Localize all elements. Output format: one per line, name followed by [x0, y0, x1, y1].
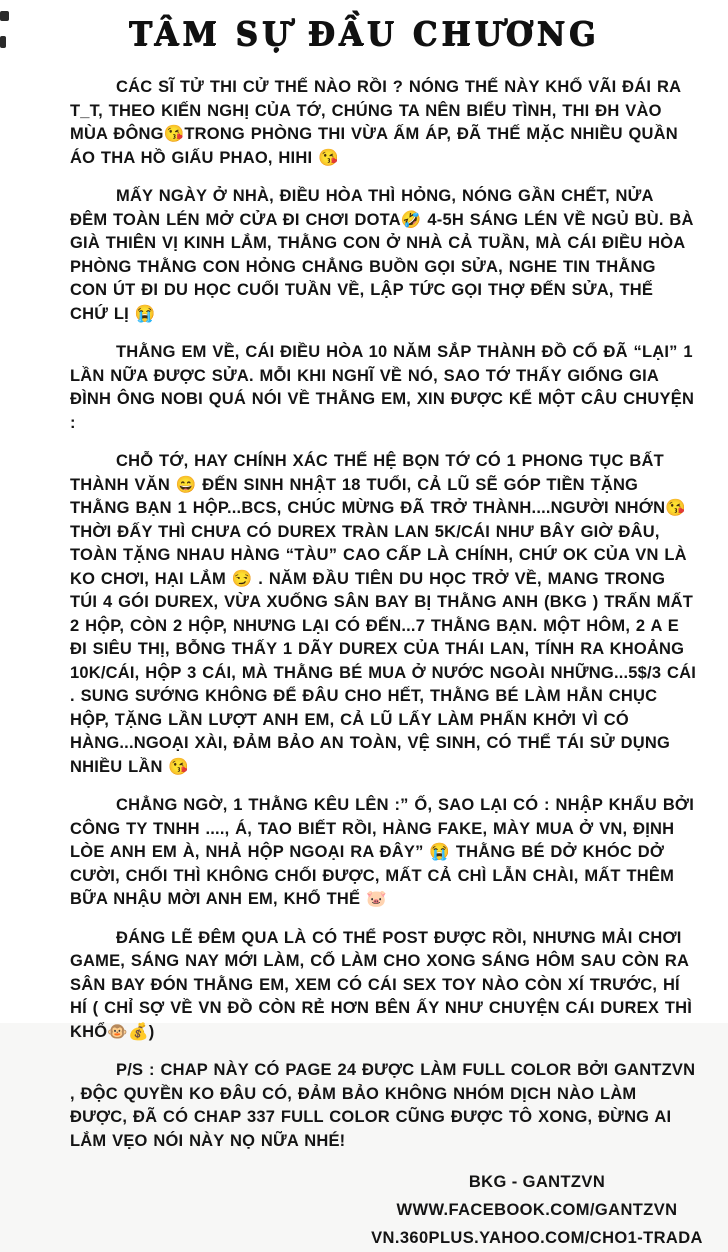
paragraph-late-post-excuse: ĐÁNG LẼ ĐÊM QUA LÀ CÓ THỂ POST ĐƯỢC RỒI, NHƯNG MẢI CHƠI GAME, SÁNG NAY MỚI LÀM, CỐ LÀM CHO XONG SÁNG HÔM SAU CÒN RA SÂN BAY ĐÓN THẰNG EM, XEM CÓ CÁI SEX TOY NÀO CÒN XÍ TRƯỚC, HÍ HÍ ( CHỈ SỢ VỀ VN ĐỒ CÒN RẺ HƠN BÊN ẤY NHƯ CHUYỆN CÁI DUREX THÌ KHỔ🐵💰) — [70, 928, 693, 1041]
paragraph-exam-complaint: CÁC SĨ TỬ THI CỬ THẾ NÀO RỒI ? NÓNG THẾ NÀY KHỔ VÃI ĐÁI RA T_T, THEO KIẾN NGHỊ CỦA TỚ, CHÚNG TA NÊN BIỂU TÌNH, THI ĐH VÀO MÙA ĐÔNG😘TRONG PHÒNG THI VỪA ẤM ÁP, ĐÃ THẾ MẶC NHIỀU QUẦN ÁO THA HỒ GIẤU PHAO, HIHI 😘 — [70, 78, 681, 167]
credit-facebook-url: WWW.FACEBOOK.COM/GANTZVN — [396, 1201, 678, 1219]
page-title: TÂM SỰ ĐẦU CHƯƠNG — [128, 15, 600, 54]
credits-block — [352, 1168, 722, 1252]
note-body — [0, 52, 728, 1153]
paragraph-ps-full-color: P/S : CHAP NÀY CÓ PAGE 24 ĐƯỢC LÀM FULL COLOR BỞI GANTZVN , ĐỘC QUYỀN KO ĐÂU CÓ, ĐẢM BẢO KHÔNG NHÓM DỊCH NÀO LÀM ĐƯỢC, ĐÃ CÓ CHAP 337 FULL COLOR CŨNG ĐƯỢC TÔ XONG, ĐỪNG AI LẮM VẸO NÓI NÀY NỌ NỮA NHÉ! — [70, 1061, 696, 1150]
paragraph-air-conditioner: MẤY NGÀY Ở NHÀ, ĐIỀU HÒA THÌ HỎNG, NÓNG GẦN CHẾT, NỬA ĐÊM TOÀN LÉN MỞ CỬA ĐI CHƠI DOTA🤣 4-5H SÁNG LÉN VỀ NGỦ BÙ. BÀ GIÀ THIÊN VỊ KINH LẮM, THẰNG CON Ở NHÀ CẢ TUẦN, MÀ CÁI ĐIỀU HÒA PHÒNG THẰNG CON HỎNG CHẲNG BUỒN GỌI SỬA, NGHE TIN THẰNG CON ÚT ĐI DU HỌC CUỐI TUẦN VỀ, LẬP TỨC GỌI THỢ ĐẾN SỬA, THẾ CHỨ LỊ 😭 — [70, 187, 694, 323]
paragraph-nobi-family: THẰNG EM VỀ, CÁI ĐIỀU HÒA 10 NĂM SẮP THÀNH ĐỒ CỔ ĐÃ “LẠI” 1 LẦN NỮA ĐƯỢC SỬA. MỖI KHI NGHĨ VỀ NÓ, SAO TỚ THẤY GIỐNG GIA ĐÌNH ÔNG NOBI QUÁ NÓI VỀ THẰNG EM, XIN ĐƯỢC KỂ MỘT CÂU CHUYỆN : — [70, 343, 695, 432]
credit-group-name: BKG - GANTZVN — [468, 1173, 606, 1191]
paragraph-birthday-custom-story: CHỖ TỚ, HAY CHÍNH XÁC THẾ HỆ BỌN TỚ CÓ 1 PHONG TỤC BẤT THÀNH VĂN 😄 ĐẾN SINH NHẬT 18 TUỔI, CẢ LŨ SẼ GÓP TIỀN TẶNG THẰNG BẠN 1 HỘP...BCS, CHÚC MỪNG ĐÃ TRỞ THÀNH....NGƯỜI NHỚN😘THỜI ĐẤY THÌ CHƯA CÓ DUREX TRÀN LAN 5K/CÁI NHƯ BÂY GIỜ ĐÂU, TOÀN TẶNG NHAU HÀNG “TÀU” CAO CẤP LÀ CHÍNH, CHỨ OK CỦA VN LÀ KO CHƠI, HẠI LẮM 😏 . NĂM ĐẦU TIÊN DU HỌC TRỞ VỀ, MANG TRONG TÚI 4 GÓI DUREX, VỪA XUỐNG SÂN BAY BỊ THẰNG ANH (BKG ) TRẤN MẤT 2 HỘP, CÒN 2 HỘP, NHƯNG LẠI CÓ ĐẾN...7 THẰNG BẠN. MỘT HÔM, 2 A E ĐI SIÊU THỊ, BỖNG THẤY 1 DÃY DUREX CỦA THÁI LAN, TÍNH RA KHOẢNG 10K/CÁI, HỘP 3 CÁI, MÀ THẰNG BÉ MUA Ở NƯỚC NGOÀI NHỮNG...5$/3 CÁI . SUNG SƯỚNG KHÔNG ĐỂ ĐÂU CHO HẾT, THẰNG BÉ LÀM HẲN CHỤC HỘP, TẶNG LẦN LƯỢT ANH EM, CẢ LŨ LẤY LÀM PHẤN KHỞI VÌ CÓ HÀNG...NGOẠI XÀI, ĐẢM BẢO AN TOÀN, VỆ SINH, CÓ THỂ TÁI SỬ DỤNG NHIỀU LẦN 😘 — [70, 452, 697, 776]
credit-blog-url: VN.360PLUS.YAHOO.COM/CHO1-TRADA — [371, 1229, 703, 1247]
paragraph-fake-goods: CHẲNG NGỜ, 1 THẰNG KÊU LÊN :” Ố, SAO LẠI CÓ : NHẬP KHẨU BỞI CÔNG TY TNHH ...., Á, TAO BIẾT RỒI, HÀNG FAKE, MÀY MUA Ở VN, ĐỊNH LÒE ANH EM À, NHẢ HỘP NGOẠI RA ĐÂY” 😭 THẰNG BÉ DỞ KHÓC DỞ CƯỜI, CHỐI THÌ KHÔNG CHỐI ĐƯỢC, MẤT CẢ CHÌ LẪN CHÀI, MẤT THÊM BỮA NHẬU MỜI ANH EM, KHỔ THẾ 🐷 — [70, 796, 694, 908]
